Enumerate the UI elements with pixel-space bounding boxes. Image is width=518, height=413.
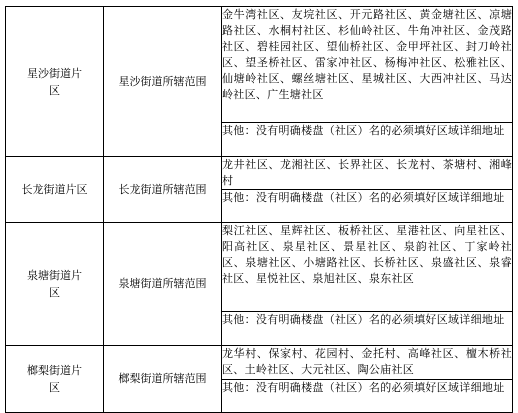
note-text: 其他：没有明确楼盘（社区）名的必须填好区域详细地址 bbox=[222, 122, 513, 156]
table-row bbox=[6, 346, 513, 380]
scope-text: 泉塘街道所辖范围 bbox=[118, 277, 207, 290]
scope-cell bbox=[104, 157, 222, 223]
area-cell bbox=[6, 157, 104, 223]
area-name: 星沙街道片区 bbox=[27, 66, 82, 97]
table-row bbox=[6, 157, 513, 190]
scope-cell bbox=[104, 346, 222, 413]
note-text: 其他：没有明确楼盘（社区）名的必须填好区域详细地址 bbox=[222, 312, 513, 346]
community-list: 龙井社区、龙湘社区、长界社区、长龙村、茶塘村、湘峰村 bbox=[222, 157, 513, 190]
scope-text: 长龙街道所辖范围 bbox=[118, 182, 207, 196]
district-table bbox=[5, 6, 513, 413]
area-name: 泉塘街道片区 bbox=[27, 269, 82, 299]
area-name: 长龙街道片区 bbox=[21, 182, 88, 196]
scope-cell bbox=[104, 7, 222, 157]
area-cell bbox=[6, 346, 104, 413]
scope-cell bbox=[104, 223, 222, 346]
area-name: 榔梨街道片区 bbox=[27, 364, 82, 394]
note-text: 其他：没有明确楼盘（社区）名的必须填好区域详细地址 bbox=[222, 190, 513, 223]
community-list: 龙华村、保家村、花园村、金托村、高峰社区、檀木桥社区、土岭社区、大元社区、陶公庙社区 bbox=[222, 346, 513, 380]
community-list: 梨江社区、星辉社区、板桥社区、星港社区、向星社区、阳高社区、泉星社区、景星社区、泉韵社区、丁家岭社区、泉塘社区、小塘路社区、长桥社区、泉盛社区、泉睿社区、星悦社区、泉旭社区、泉东社区 bbox=[222, 223, 513, 312]
table-row bbox=[6, 7, 513, 123]
scope-text: 榔梨街道所辖范围 bbox=[118, 372, 207, 385]
note-text: 其他：没有明确楼盘（社区）名的必须填好区域详细地址 bbox=[222, 379, 513, 413]
area-cell bbox=[6, 7, 104, 157]
scope-text: 星沙街道所辖范围 bbox=[118, 74, 207, 88]
area-cell bbox=[6, 223, 104, 346]
table-row bbox=[6, 223, 513, 312]
community-list: 金牛湾社区、友垸社区、开元路社区、黄金塘社区、凉塘路社区、水桐村社区、杉仙岭社区、牛角冲社区、金茂路社区、碧桂园社区、望仙桥社区、金甲坪社区、封刀岭社区、望圣桥社区、雷家冲社区、杨梅冲社区、松雅社区、仙塘岭社区、螺丝塘社区、星城社区、大西冲社区、马达岭社区、广生塘社区 bbox=[222, 7, 513, 123]
